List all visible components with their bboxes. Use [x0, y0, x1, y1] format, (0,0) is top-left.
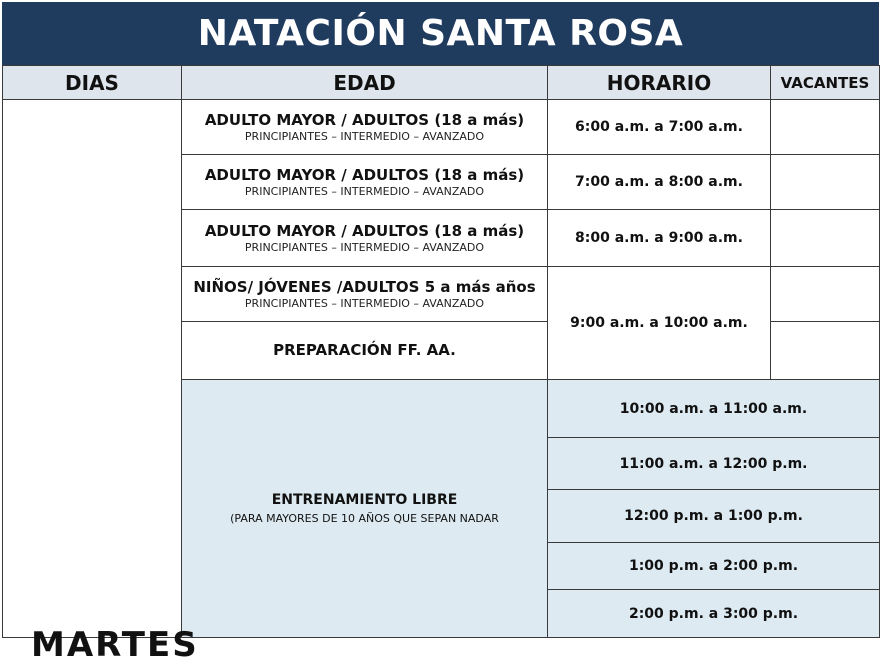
schedule-table [2, 65, 880, 665]
libre-title: ENTRENAMIENTO LIBRE [271, 492, 458, 508]
horario-cell: 8:00 a.m. a 9:00 a.m. [548, 210, 771, 267]
libre-horario-cell: 10:00 a.m. a 11:00 a.m. [548, 380, 880, 438]
edad-label: PREPARACIÓN FF. AA. [273, 341, 456, 359]
edad-label: NIÑOS/ JÓVENES /ADULTOS 5 a más años [193, 277, 536, 296]
vacantes-cell [771, 155, 880, 210]
edad-label: ADULTO MAYOR / ADULTOS (18 a más) [204, 110, 525, 129]
header-dias: DIAS [3, 66, 182, 100]
horario-cell: 9:00 a.m. a 10:00 a.m. [548, 267, 771, 380]
nivel-label: PRINCIPIANTES – INTERMEDIO – AVANZADO [244, 129, 485, 143]
libre-horario-cell: 1:00 p.m. a 2:00 p.m. [548, 543, 880, 590]
libre-horario-cell: 12:00 p.m. a 1:00 p.m. [548, 490, 880, 543]
libre-horario-cell: 2:00 p.m. a 3:00 p.m. [548, 590, 880, 638]
page-title: NATACIÓN SANTA ROSA [2, 2, 879, 65]
edad-label: ADULTO MAYOR / ADULTOS (18 a más) [204, 165, 525, 184]
vacantes-cell [771, 100, 880, 155]
day-cell [3, 100, 199, 665]
libre-note: (PARA MAYORES DE 10 AÑOS QUE SEPAN NADAR [230, 512, 499, 525]
nivel-label: PRINCIPIANTES – INTERMEDIO – AVANZADO [244, 184, 485, 198]
day-label: MARTES [31, 625, 199, 665]
horario-cell: 7:00 a.m. a 8:00 a.m. [548, 155, 771, 210]
libre-horario-cell: 11:00 a.m. a 12:00 p.m. [548, 438, 880, 490]
table-row [3, 100, 880, 155]
header-horario: HORARIO [548, 66, 771, 100]
header-vacantes: VACANTES [771, 66, 880, 100]
libre-cell [182, 380, 548, 638]
nivel-label: PRINCIPIANTES – INTERMEDIO – AVANZADO [244, 240, 485, 254]
edad-cell [182, 267, 548, 322]
vacantes-cell [771, 322, 880, 380]
vacantes-cell [771, 210, 880, 267]
edad-cell [182, 322, 548, 380]
horario-cell: 6:00 a.m. a 7:00 a.m. [548, 100, 771, 155]
header-edad: EDAD [182, 66, 548, 100]
vacantes-cell [771, 267, 880, 322]
nivel-label: PRINCIPIANTES – INTERMEDIO – AVANZADO [244, 296, 485, 310]
header-row [3, 66, 880, 100]
edad-label: ADULTO MAYOR / ADULTOS (18 a más) [204, 221, 525, 240]
edad-cell [182, 210, 548, 267]
edad-cell [182, 100, 548, 155]
edad-cell [182, 155, 548, 210]
